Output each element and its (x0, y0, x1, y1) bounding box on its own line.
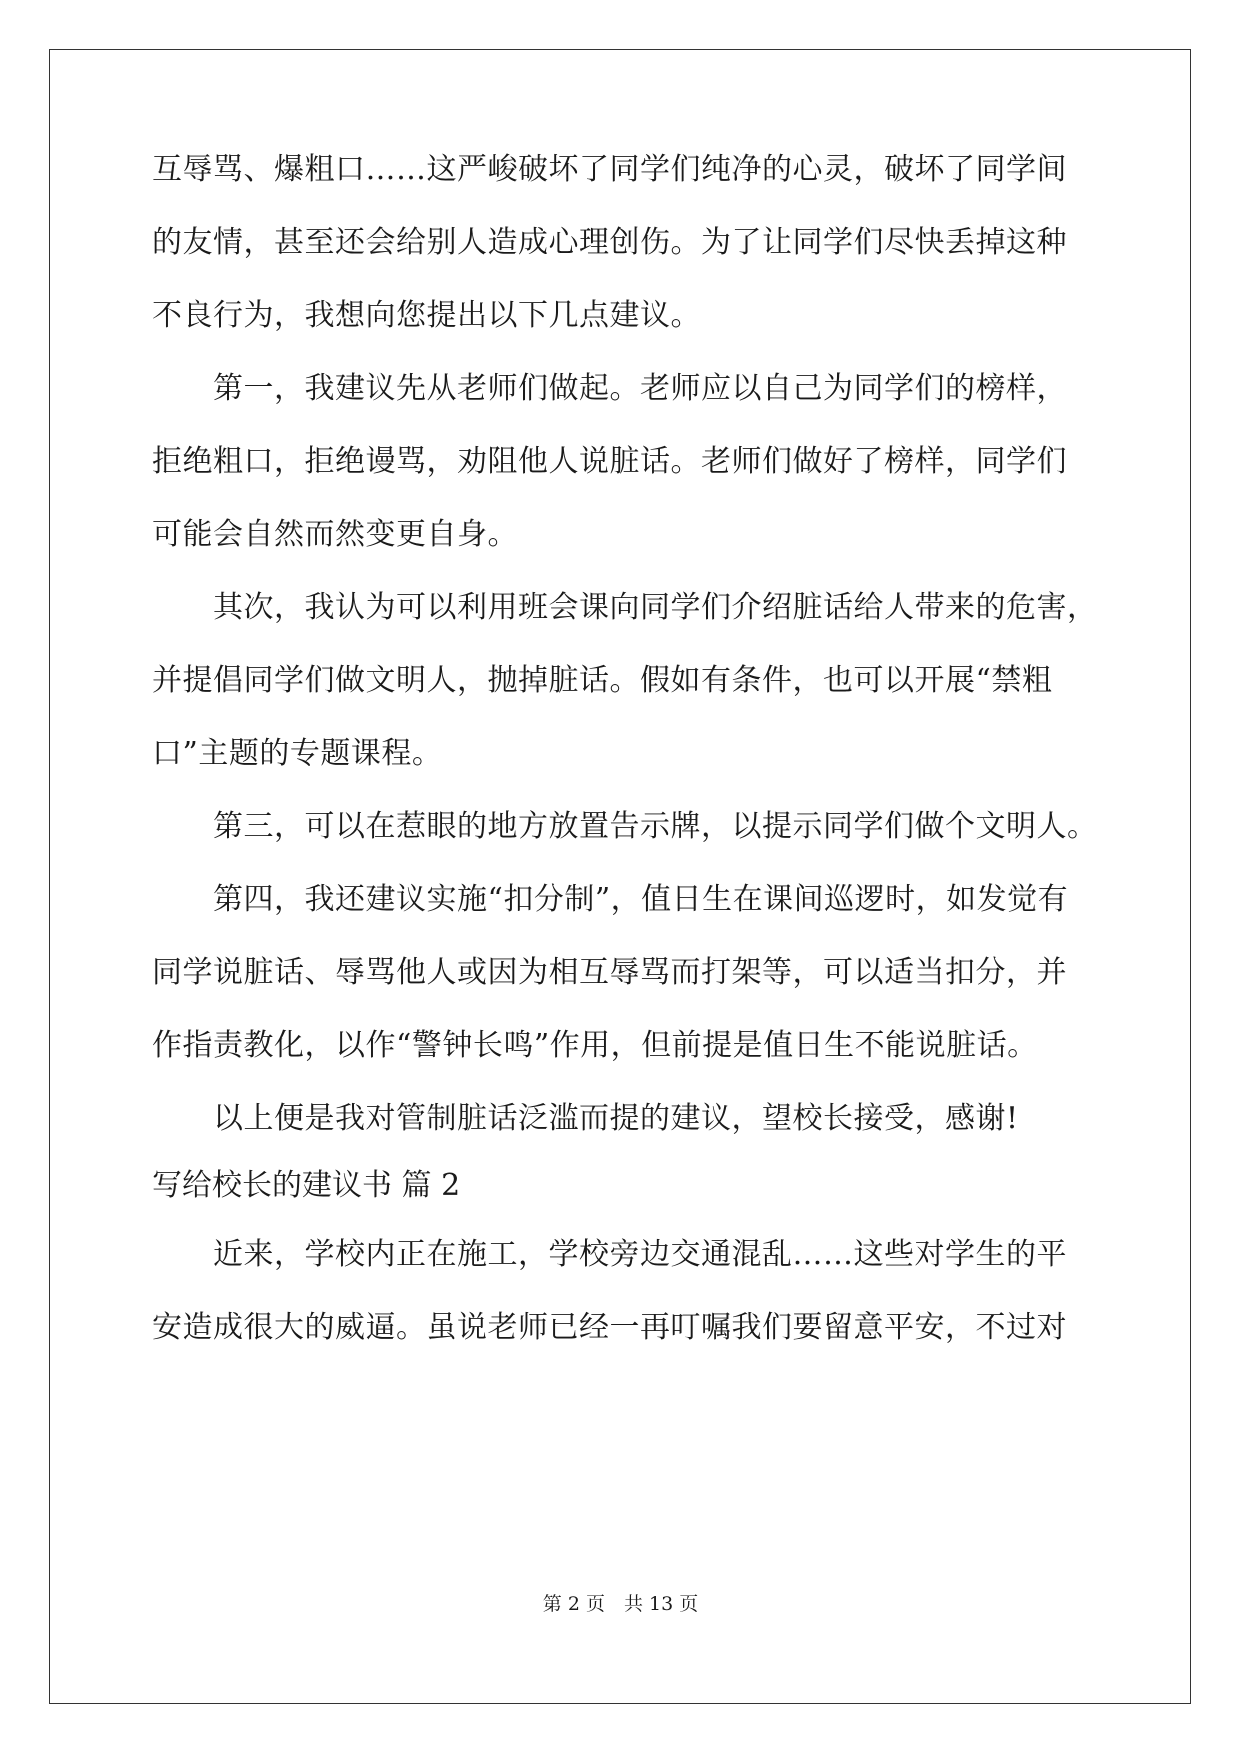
body-line-11: 第四，我还建议实施“扣分制”，值日生在课间巡逻时，如发觉有 (152, 882, 1069, 917)
body-line-14: 以上便是我对管制脏话泛滥而提的建议，望校长接受，感谢! (152, 1101, 1019, 1136)
body-line-3: 不良行为，我想向您提出以下几点建议。 (152, 298, 701, 333)
body-line-2: 的友情，甚至还会给别人造成心理创伤。为了让同学们尽快丢掉这种 (152, 225, 1067, 260)
body-line-10: 第三，可以在惹眼的地方放置告示牌，以提示同学们做个文明人。 (152, 809, 1098, 844)
body-line-12: 同学说脏话、辱骂他人或因为相互辱骂而打架等，可以适当扣分，并 (152, 955, 1067, 990)
body-line-5: 拒绝粗口，拒绝谩骂，劝阻他人说脏话。老师们做好了榜样，同学们 (152, 444, 1067, 479)
body-line-4: 第一，我建议先从老师们做起。老师应以自己为同学们的榜样， (152, 371, 1067, 406)
page-number-label: 第 2 页 共 13 页 (542, 1593, 699, 1615)
section-heading: 写给校长的建议书 篇 2 (152, 1168, 461, 1203)
body-line-7: 其次，我认为可以利用班会课向同学们介绍脏话给人带来的危害， (152, 590, 1098, 625)
body-line-13: 作指责教化，以作“警钟长鸣”作用，但前提是值日生不能说脏话。 (152, 1028, 1038, 1063)
body-line-15: 近来，学校内正在施工，学校旁边交通混乱……这些对学生的平 (152, 1237, 1067, 1272)
page-footer (0, 1592, 1241, 1616)
body-line-16: 安造成很大的威逼。虽说老师已经一再叮嘱我们要留意平安，不过对 (152, 1310, 1067, 1345)
body-line-9: 口”主题的专题课程。 (152, 736, 443, 771)
body-line-1: 互辱骂、爆粗口……这严峻破坏了同学们纯净的心灵，破坏了同学间 (152, 152, 1067, 187)
body-line-6: 可能会自然而然变更自身。 (152, 517, 518, 552)
body-line-8: 并提倡同学们做文明人，抛掉脏话。假如有条件，也可以开展“禁粗 (152, 663, 1053, 698)
